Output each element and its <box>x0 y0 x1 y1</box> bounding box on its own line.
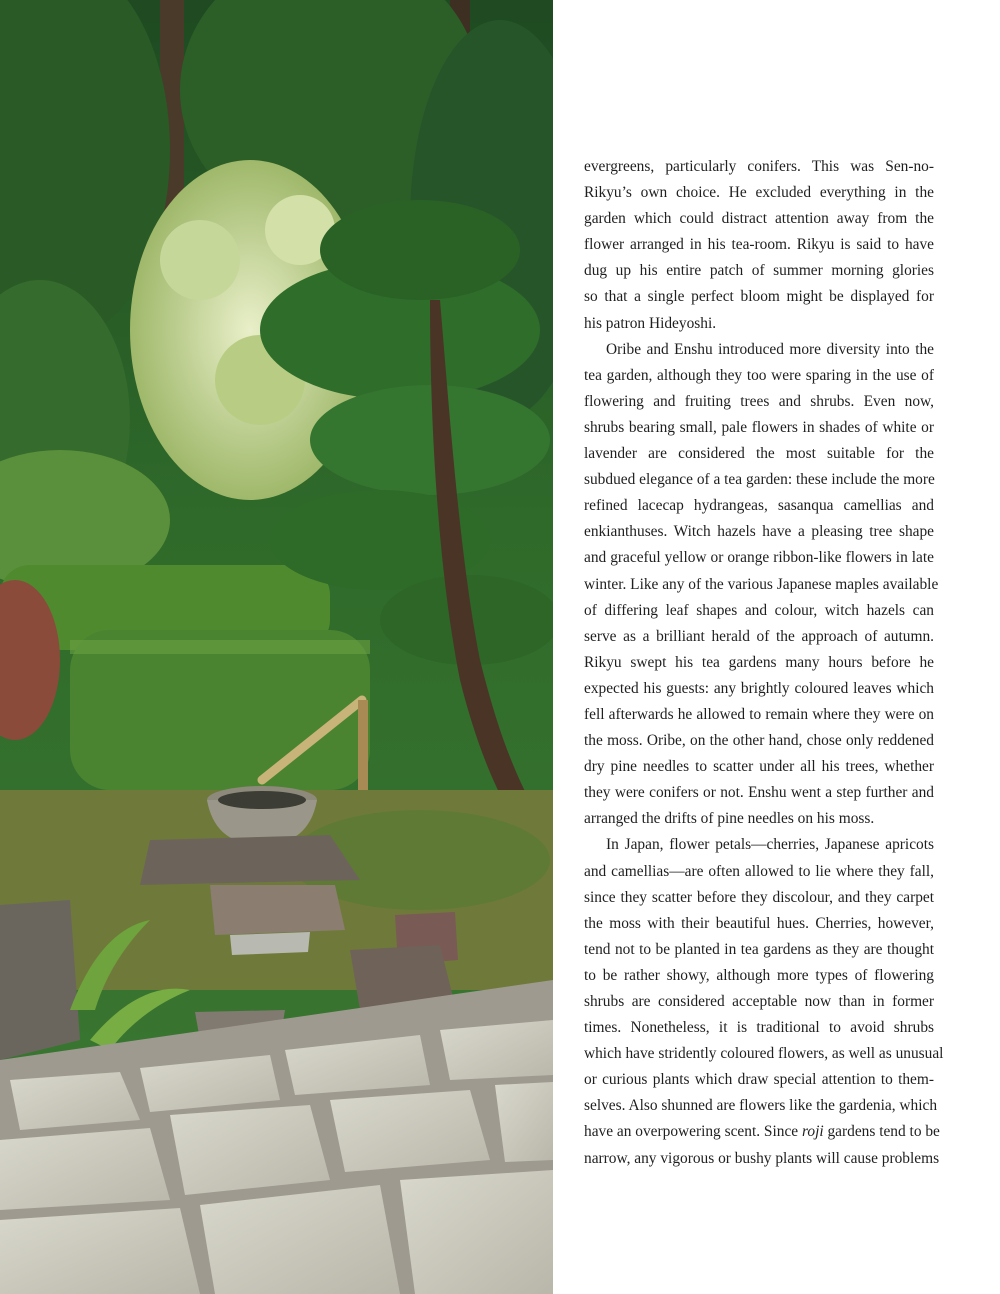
paragraph <box>584 832 944 1171</box>
text-line: selves. Also shunned are flowers like the gardenia, which <box>584 1097 938 1115</box>
paragraph <box>584 337 939 833</box>
text-line: and camellias—are often allowed to lie where they fall, <box>584 862 934 880</box>
text-line: narrow, any vigorous or bushy plants will cause problems <box>584 1149 940 1167</box>
body-text <box>584 154 944 1172</box>
text-line: garden which could distract attention away from the <box>584 210 934 228</box>
text-line: evergreens, particularly conifers. This was Sen-no- <box>584 158 934 175</box>
text-line: flowering and fruiting trees and shrubs. Even now, <box>584 392 934 410</box>
text-line: flower arranged in his tea-room. Rikyu is said to have <box>584 236 934 254</box>
text-line: fell afterwards he allowed to remain where they were on <box>584 705 934 723</box>
text-line: subdued elegance of a tea garden: these include the more <box>584 471 935 489</box>
text-line: and graceful yellow or orange ribbon-like flowers in late <box>584 549 934 567</box>
text-line: have an overpowering scent. Since roji gardens tend to be <box>584 1123 940 1141</box>
text-line: enkianthuses. Witch hazels have a pleasing tree shape <box>584 523 934 541</box>
text-line: In Japan, flower petals—cherries, Japanese apricots <box>606 836 934 854</box>
text-line: Rikyu’s own choice. He excluded everything in the <box>584 184 934 202</box>
text-line: dug up his entire patch of summer morning glories <box>584 262 934 280</box>
text-line: expected his guests: any brightly coloured leaves which <box>584 679 934 697</box>
text-line: refined lacecap hydrangeas, sasanqua camellias and <box>584 497 934 515</box>
text-line: the moss with their beautiful hues. Cherries, however, <box>584 914 934 932</box>
text-line: shrubs bearing small, pale flowers in shades of white or <box>584 418 934 436</box>
paragraph <box>584 154 934 337</box>
text-line: Rikyu swept his tea gardens many hours before he <box>584 653 934 671</box>
text-line: serve as a brilliant herald of the approach of autumn. <box>584 627 934 645</box>
text-line: to be rather showy, although more types of flowering <box>584 966 934 984</box>
text-line: which have stridently coloured flowers, as well as unusual <box>584 1045 944 1063</box>
text-line: Oribe and Enshu introduced more diversity into the <box>606 340 934 358</box>
text-line: tend not to be planted in tea gardens as they are thought <box>584 940 934 958</box>
text-line: shrubs are considered acceptable now than in former <box>584 993 934 1010</box>
text-line: dry pine needles to scatter under all his trees, whether <box>584 758 934 776</box>
text-line: of differing leaf shapes and colour, witch hazels can <box>584 601 934 619</box>
text-line: the moss. Oribe, on the other hand, chose only reddened <box>584 732 934 750</box>
text-line: or curious plants which draw special attention to them- <box>584 1071 934 1089</box>
text-line: they were conifers or not. Enshu went a step further and <box>584 784 934 802</box>
text-line: his patron Hideyoshi. <box>584 314 717 332</box>
text-line: since they scatter before they discolour, and they carpet <box>584 888 934 906</box>
text-line: arranged the drifts of pine needles on his moss. <box>584 810 875 828</box>
text-line: winter. Like any of the various Japanese maples available <box>584 575 939 593</box>
text-line: lavender are considered the most suitable for the <box>584 445 934 463</box>
text-line: so that a single perfect bloom might be displayed for <box>584 288 934 306</box>
text-line: tea garden, although they too were sparing in the use of <box>584 366 934 384</box>
text-line: times. Nonetheless, it is traditional to avoid shrubs <box>584 1019 934 1037</box>
